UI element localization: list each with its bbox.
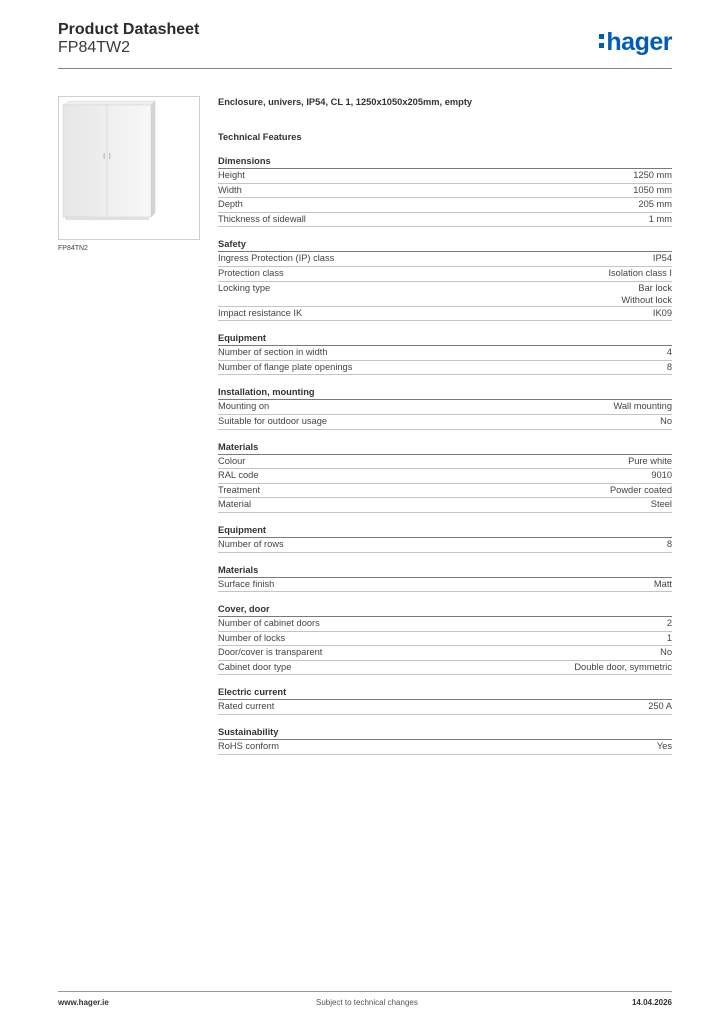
spec-value-line: Double door, symmetric — [574, 661, 672, 672]
product-image — [58, 96, 200, 240]
spec-row — [218, 632, 672, 647]
spec-value — [667, 632, 672, 646]
spec-value — [651, 498, 672, 512]
section — [218, 332, 672, 375]
section-heading: Safety — [218, 238, 672, 252]
spec-value-line: 4 — [666, 347, 672, 358]
spec-value — [649, 213, 672, 227]
spec-label: Number of rows — [218, 538, 284, 549]
spec-label: Number of cabinet doors — [218, 618, 320, 629]
spec-value — [667, 538, 672, 552]
footer-notice: Subject to technical changes — [316, 998, 418, 1007]
enclosure-illustration — [59, 97, 199, 239]
spec-value-line: IP54 — [652, 253, 672, 264]
spec-value-line: 9010 — [651, 470, 672, 481]
spec-value — [628, 455, 672, 469]
spec-value — [638, 198, 672, 212]
spec-label: Surface finish — [218, 578, 275, 589]
spec-label: Mounting on — [218, 401, 270, 412]
spec-label: Cabinet door type — [218, 661, 292, 672]
spec-row — [218, 498, 672, 513]
product-description: Enclosure, univers, IP54, CL 1, 1250x1050x205mm, empty — [218, 97, 473, 107]
spec-value-line: 250 A — [648, 701, 672, 712]
spec-row — [218, 484, 672, 499]
datasheet-content — [218, 95, 672, 755]
spec-row — [218, 415, 672, 430]
spec-value-line: Without lock — [621, 294, 672, 305]
hager-logo — [599, 29, 672, 55]
spec-value — [633, 169, 672, 183]
spec-label: Width — [218, 184, 242, 195]
spec-label: Number of locks — [218, 632, 286, 643]
spec-row — [218, 538, 672, 553]
spec-value-line: 8 — [666, 361, 672, 372]
spec-value — [660, 646, 672, 660]
section — [218, 726, 672, 755]
spec-row — [218, 213, 672, 228]
page-title: Product Datasheet — [58, 21, 200, 38]
section-heading: Materials — [218, 441, 672, 455]
section-heading: Installation, mounting — [218, 386, 672, 400]
spec-label: Protection class — [218, 267, 284, 278]
spec-value-line: 1050 mm — [633, 184, 672, 195]
spec-label: Depth — [218, 199, 243, 210]
spec-value — [621, 282, 672, 306]
section-heading: Electric current — [218, 686, 672, 700]
section-heading: Materials — [218, 564, 672, 578]
spec-value — [667, 346, 672, 360]
spec-row — [218, 361, 672, 376]
section-heading: Equipment — [218, 524, 672, 538]
spec-value — [653, 252, 672, 266]
feature-sections — [218, 155, 672, 755]
section-heading: Cover, door — [218, 603, 672, 617]
spec-value — [613, 400, 672, 414]
footer-date: 14.04.2026 — [631, 998, 672, 1007]
spec-value-line: Bar lock — [638, 282, 672, 293]
spec-value — [610, 484, 672, 498]
section-heading: Sustainability — [218, 726, 672, 740]
spec-label: Thickness of sidewall — [218, 213, 306, 224]
spec-row — [218, 455, 672, 470]
logo-colon-icon — [599, 29, 604, 48]
spec-row — [218, 346, 672, 361]
spec-row — [218, 267, 672, 282]
spec-label: Material — [218, 499, 252, 510]
spec-value-line: 8 — [666, 538, 672, 549]
spec-value — [660, 415, 672, 429]
spec-row — [218, 646, 672, 661]
spec-value-line: Isolation class I — [608, 267, 672, 278]
section — [218, 386, 672, 429]
spec-value — [667, 617, 672, 631]
spec-label: Treatment — [218, 484, 261, 495]
spec-row — [218, 740, 672, 755]
spec-label: Locking type — [218, 282, 271, 293]
spec-row — [218, 198, 672, 213]
spec-value — [654, 578, 672, 592]
spec-value-line: No — [660, 647, 672, 658]
section — [218, 238, 672, 321]
spec-row — [218, 282, 672, 307]
spec-value — [651, 469, 672, 483]
spec-value-line: 2 — [666, 618, 672, 629]
spec-value-line: Matt — [653, 578, 672, 589]
spec-value — [653, 307, 672, 321]
spec-value-line: IK09 — [652, 307, 672, 318]
spec-value-line: 1 — [666, 632, 672, 643]
spec-value — [633, 184, 672, 198]
spec-value-line: 1 mm — [648, 213, 672, 224]
spec-label: Suitable for outdoor usage — [218, 415, 328, 426]
spec-label: Impact resistance IK — [218, 307, 303, 318]
spec-row — [218, 307, 672, 322]
spec-label: Number of section in width — [218, 347, 328, 358]
spec-value-line: Steel — [650, 499, 672, 510]
spec-row — [218, 578, 672, 593]
spec-label: Door/cover is transparent — [218, 647, 323, 658]
spec-label: RoHS conform — [218, 741, 279, 752]
spec-label: Height — [218, 170, 245, 180]
section-heading: Equipment — [218, 332, 672, 346]
spec-row — [218, 469, 672, 484]
spec-value-line: 205 mm — [638, 199, 672, 210]
spec-row — [218, 617, 672, 632]
spec-row — [218, 252, 672, 267]
section — [218, 524, 672, 553]
spec-row — [218, 661, 672, 676]
spec-value-line: 1250 mm — [633, 170, 672, 180]
header-divider — [58, 68, 672, 69]
section — [218, 603, 672, 675]
spec-value — [648, 700, 672, 714]
spec-value-line: Pure white — [628, 455, 672, 466]
features-title: Technical Features — [218, 132, 302, 142]
spec-value-line: Powder coated — [609, 484, 672, 495]
spec-label: Ingress Protection (IP) class — [218, 253, 335, 264]
spec-row — [218, 184, 672, 199]
spec-value-line: Wall mounting — [613, 401, 672, 412]
spec-value — [657, 740, 672, 754]
section — [218, 155, 672, 227]
spec-row — [218, 169, 672, 184]
section — [218, 564, 672, 593]
image-caption: FP84TN2 — [58, 245, 88, 252]
section — [218, 686, 672, 715]
spec-row — [218, 700, 672, 715]
spec-label: RAL code — [218, 470, 259, 481]
spec-label: Rated current — [218, 701, 275, 712]
section — [218, 441, 672, 513]
spec-label: Number of flange plate openings — [218, 361, 353, 372]
spec-value-line: Yes — [656, 741, 672, 752]
logo-text: hager — [606, 28, 672, 56]
spec-value — [667, 361, 672, 375]
spec-value — [574, 661, 672, 675]
section-heading: Dimensions — [218, 155, 672, 169]
spec-row — [218, 400, 672, 415]
footer-divider — [58, 991, 672, 992]
spec-label: Colour — [218, 455, 246, 466]
footer-website: www.hager.ie — [58, 998, 109, 1007]
product-code: FP84TW2 — [58, 39, 131, 56]
spec-value — [608, 267, 672, 281]
spec-value-line: No — [660, 415, 672, 426]
